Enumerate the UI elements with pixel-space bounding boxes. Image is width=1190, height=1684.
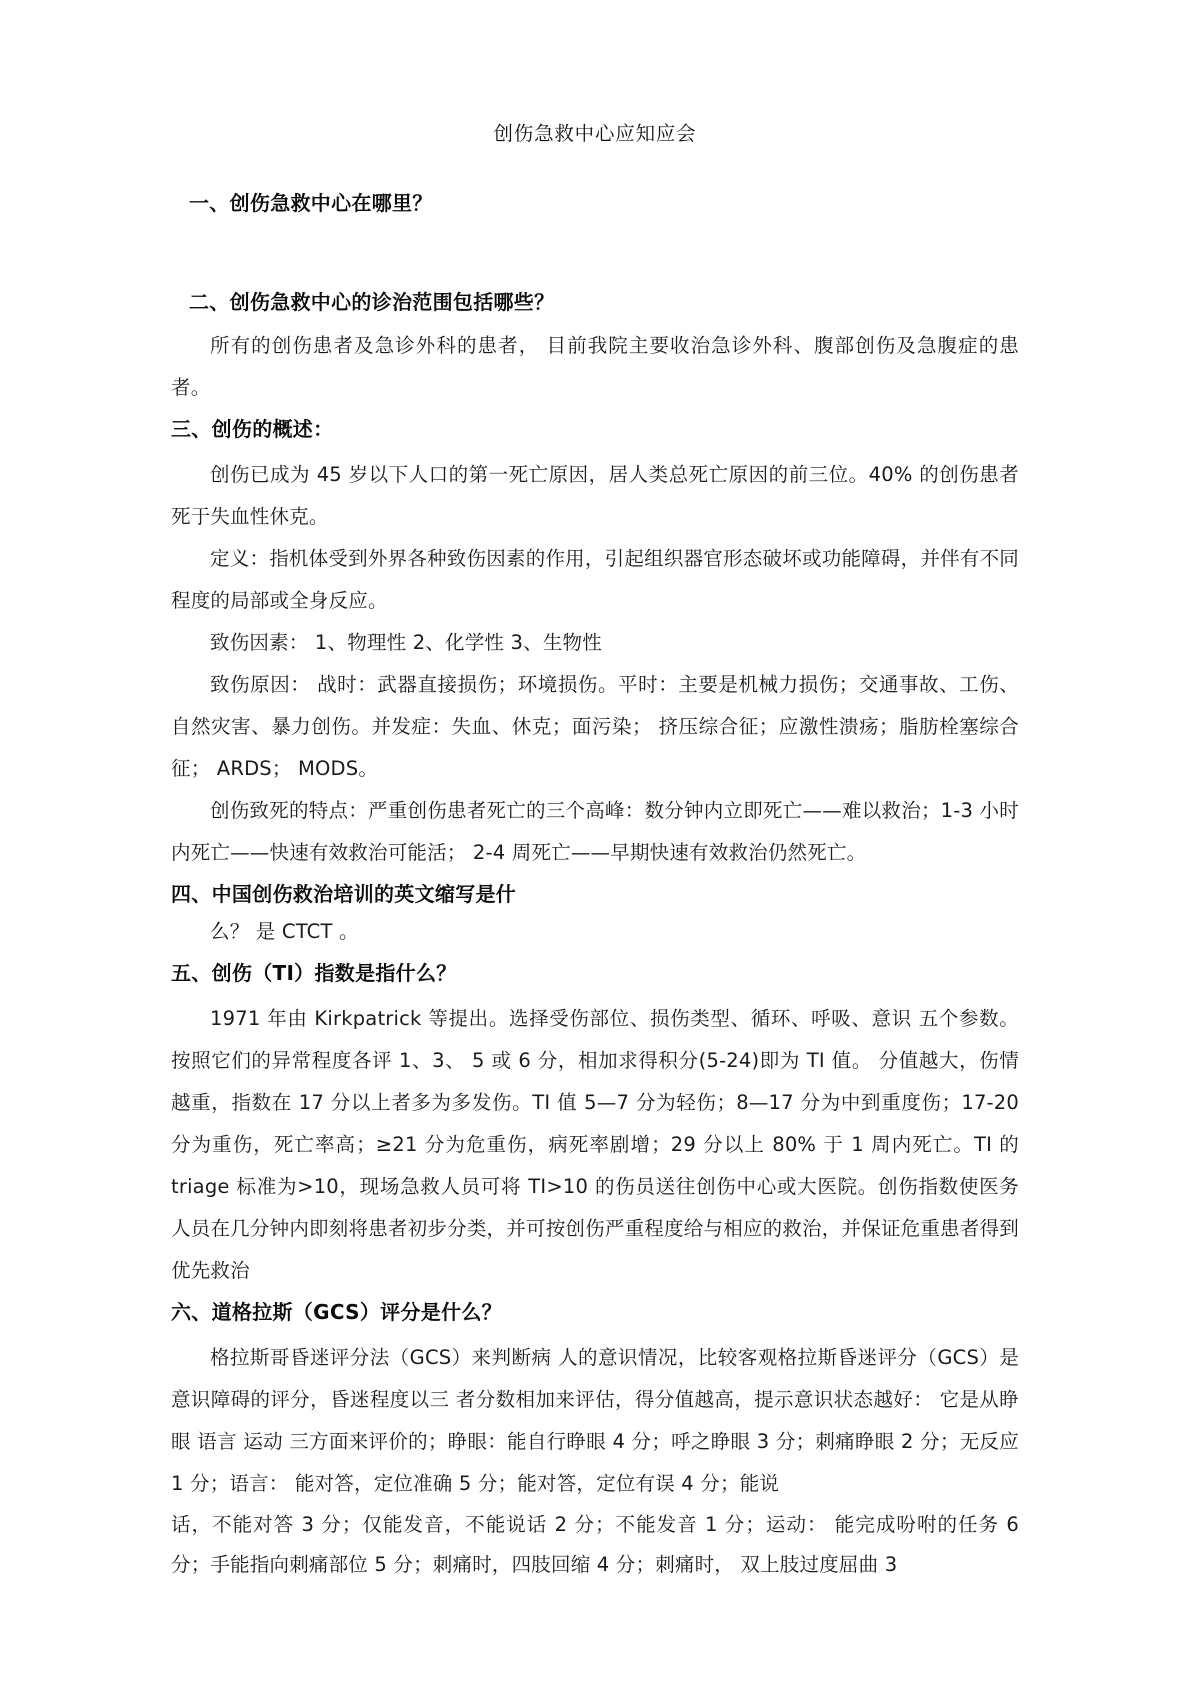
document-body xyxy=(171,0,1019,1585)
section-heading-6: 六、道格拉斯（GCS）评分是什么？ xyxy=(171,1300,502,1325)
section-3-paragraph-4: 致伤原因： 战时：武器直接损伤；环境损伤。平时：主要是机械力损伤；交通事故、工伤、自然灾害、暴力创伤。并发症：失血、休克；面污染； 挤压综合征；应激性溃疡；脂肪栓塞综合征； ARDS； MODS。 xyxy=(171,673,1019,781)
section-3-paragraph-1: 创伤已成为 45 岁以下人口的第一死亡原因，居人类总死亡原因的前三位。40% 的创伤患者死于失血性休克。 xyxy=(171,463,1019,529)
section-3-paragraph-3: 致伤因素： 1、物理性 2、化学性 3、生物性 xyxy=(210,631,602,655)
section-3-paragraph-5: 创伤致死的特点：严重创伤患者死亡的三个高峰：数分钟内立即死亡——难以救治；1-3 小时内死亡——快速有效救治可能活； 2-4 周死亡——早期快速有效救治仍然死亡。 xyxy=(171,799,1019,865)
section-6-paragraph-1: 格拉斯哥昏迷评分法（GCS）来判断病 人的意识情况，比较客观格拉斯昏迷评分（GCS）是意识障碍的评分，昏迷程度以三 者分数相加来评估，得分值越高，提示意识状态越好： 它是从睁眼 语言 运动 三方面来评价的；睁眼：能自行睁眼 4 分；呼之睁眼 3 分；刺痛睁眼 2 分；无反应 1 分；语言： 能对答，定位准确 5 分；能对答，定位有误 4 分；能说 xyxy=(171,1346,1019,1496)
spacer xyxy=(171,317,1019,325)
section-heading-5: 五、创伤（TI）指数是指什么？ xyxy=(171,961,457,986)
section-heading-4: 四、中国创伤救治培训的英文缩写是什 xyxy=(171,882,517,907)
section-heading-3: 三、创伤的概述： xyxy=(171,417,334,442)
section-2-paragraph-1: 所有的创伤患者及急诊外科的患者， 目前我院主要收治急诊外科、腹部创伤及急腹症的患者。 xyxy=(171,334,1019,400)
section-6-paragraph-2: 话，不能对答 3 分；仅能发音，不能说话 2 分；不能发音 1 分；运动： 能完成吩咐的任务 6 分；手能指向刺痛部位 5 分；刺痛时，四肢回缩 4 分；刺痛时， 双上肢过度屈曲 3 xyxy=(171,1513,1019,1577)
section-5-paragraph-1: 1971 年由 Kirkpatrick 等提出。选择受伤部位、损伤类型、循环、呼吸、意识 五个参数。按照它们的异常程度各评 1、3、 5 或 6 分，相加求得积分(5-24)即为 TI 值。 分值越大，伤情越重，指数在 17 分以上者多为多发伤。TI 值 5—7 分为轻伤；8—17 分为中到重度伤；17-20 分为重伤，死亡率高；≥21 分为危重伤，病死率剧增；29 分以上 80% 于 1 周内死亡。TI 的 triage 标准为>10，现场急救人员可将 TI>10 的伤员送往创伤中心或大医院。创伤指数使医务人员在几分钟内即刻将患者初步分类，并可按创伤严重程度给与相应的救治，并保证危重患者得到优先救治 xyxy=(171,1007,1019,1283)
page-title: 创伤急救中心应知应会 xyxy=(493,122,697,145)
section-heading-2: 二、创伤急救中心的诊治范围包括哪些？ xyxy=(189,290,555,315)
section-3-paragraph-2: 定义：指机体受到外界各种致伤因素的作用，引起组织器官形态破坏或功能障碍，并伴有不同程度的局部或全身反应。 xyxy=(171,547,1019,613)
section-4-paragraph-1: 么？ 是 CTCT 。 xyxy=(210,920,359,944)
spacer xyxy=(171,218,1019,262)
spacer xyxy=(171,990,1019,998)
spacer xyxy=(171,446,1019,454)
spacer xyxy=(171,1329,1019,1337)
spacer xyxy=(171,262,1019,288)
section-heading-1: 一、创伤急救中心在哪里？ xyxy=(189,191,433,216)
spacer xyxy=(171,145,1019,189)
